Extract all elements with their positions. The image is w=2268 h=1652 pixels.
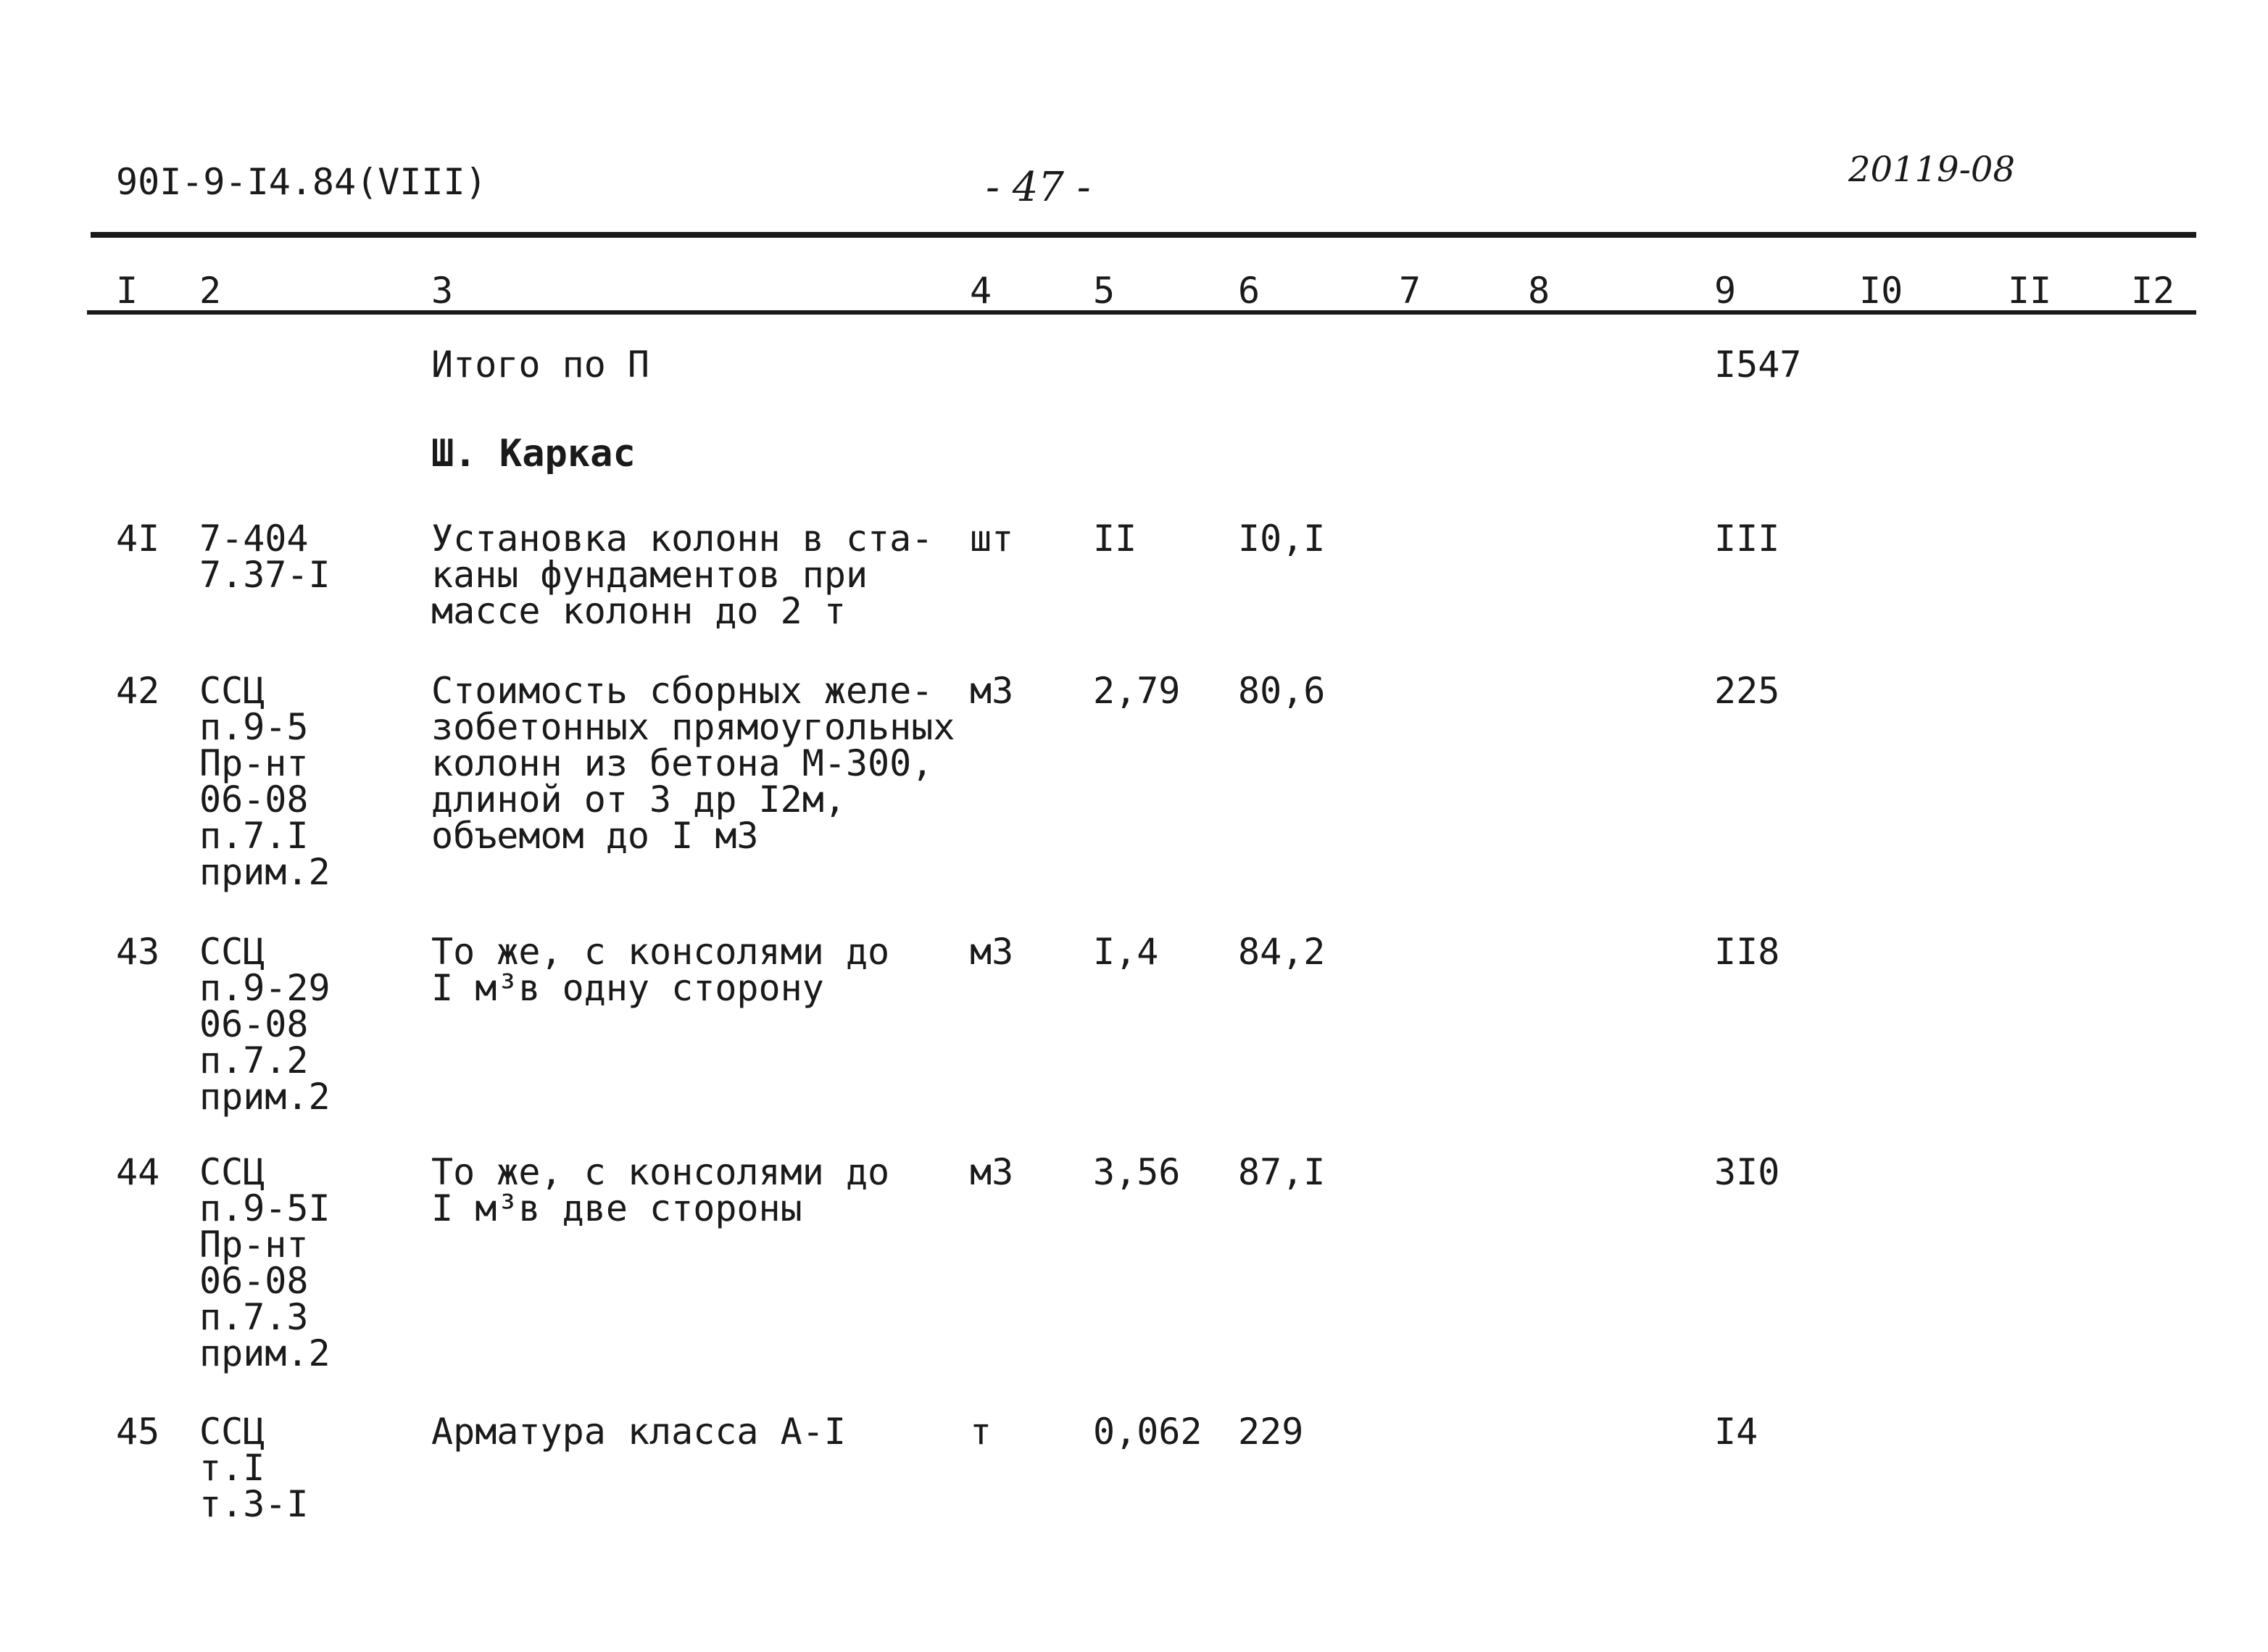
document-code: 90I-9-I4.84(VIII)	[116, 161, 487, 203]
column-header-10: I0	[1859, 270, 1903, 312]
column-header-1: I	[116, 270, 138, 312]
row-unit: м3	[970, 670, 1014, 712]
row-total: 225	[1714, 670, 1780, 712]
column-header-2: 2	[199, 270, 222, 312]
row-description: Арматура класса А-I	[431, 1411, 846, 1453]
row-code: ССЦ п.9-29 06-08 п.7.2 прим.2	[199, 931, 331, 1118]
row-quantity: II	[1093, 518, 1137, 560]
row-number: 42	[116, 670, 160, 712]
row-number: 44	[116, 1151, 160, 1193]
row-quantity: 2,79	[1093, 670, 1181, 712]
sheet-code: 20119-08	[1848, 149, 2015, 190]
column-header-11: II	[2008, 270, 2052, 312]
row-unit: т	[970, 1411, 992, 1453]
column-header-12: I2	[2131, 270, 2175, 312]
row-unit: м3	[970, 1151, 1014, 1193]
column-header-8: 8	[1528, 270, 1550, 312]
row-number: 4I	[116, 518, 160, 560]
row-code: 7-404 7.37-I	[199, 518, 331, 596]
column-header-6: 6	[1238, 270, 1260, 312]
row-number: 43	[116, 931, 160, 973]
column-header-9: 9	[1714, 270, 1737, 312]
row-unit-price: I0,I	[1238, 518, 1326, 560]
column-header-4: 4	[970, 270, 992, 312]
row-code: ССЦ п.9-5I Пр-нт 06-08 п.7.3 прим.2	[199, 1151, 331, 1374]
row-description: Установка колонн в ста- каны фундаментов при массе колонн до 2 т	[431, 518, 934, 632]
total-label: Итого по П	[431, 344, 650, 386]
column-header-7: 7	[1399, 270, 1421, 312]
row-code: ССЦ п.9-5 Пр-нт 06-08 п.7.I прим.2	[199, 670, 331, 893]
row-total: I4	[1714, 1411, 1758, 1453]
row-code: ССЦ т.I т.3-I	[199, 1411, 309, 1525]
row-quantity: I,4	[1093, 931, 1159, 973]
section-title: Ш. Каркас	[431, 432, 636, 476]
row-unit: м3	[970, 931, 1014, 973]
row-total: 3I0	[1714, 1151, 1780, 1193]
row-unit-price: 87,I	[1238, 1151, 1326, 1193]
row-total: II8	[1714, 931, 1780, 973]
row-unit-price: 84,2	[1238, 931, 1326, 973]
row-unit: шт	[970, 518, 1014, 560]
row-number: 45	[116, 1411, 160, 1453]
row-quantity: 0,062	[1093, 1411, 1202, 1453]
row-unit-price: 80,6	[1238, 670, 1326, 712]
row-total: III	[1714, 518, 1780, 560]
total-value: I547	[1714, 344, 1802, 386]
column-header-5: 5	[1093, 270, 1116, 312]
row-description: То же, с консолями до I м³в две стороны	[431, 1151, 890, 1229]
row-unit-price: 229	[1238, 1411, 1304, 1453]
row-description: То же, с консолями до I м³в одну сторону	[431, 931, 890, 1009]
page-number: - 47 -	[986, 164, 1091, 211]
row-description: Стоимость сборных желе- зобетонных прямоугольных колонн из бетона М-300, длиной от 3 др I2м, объемом до I м3	[431, 670, 955, 857]
top-rule	[91, 232, 2196, 238]
row-quantity: 3,56	[1093, 1151, 1181, 1193]
column-header-3: 3	[431, 270, 454, 312]
